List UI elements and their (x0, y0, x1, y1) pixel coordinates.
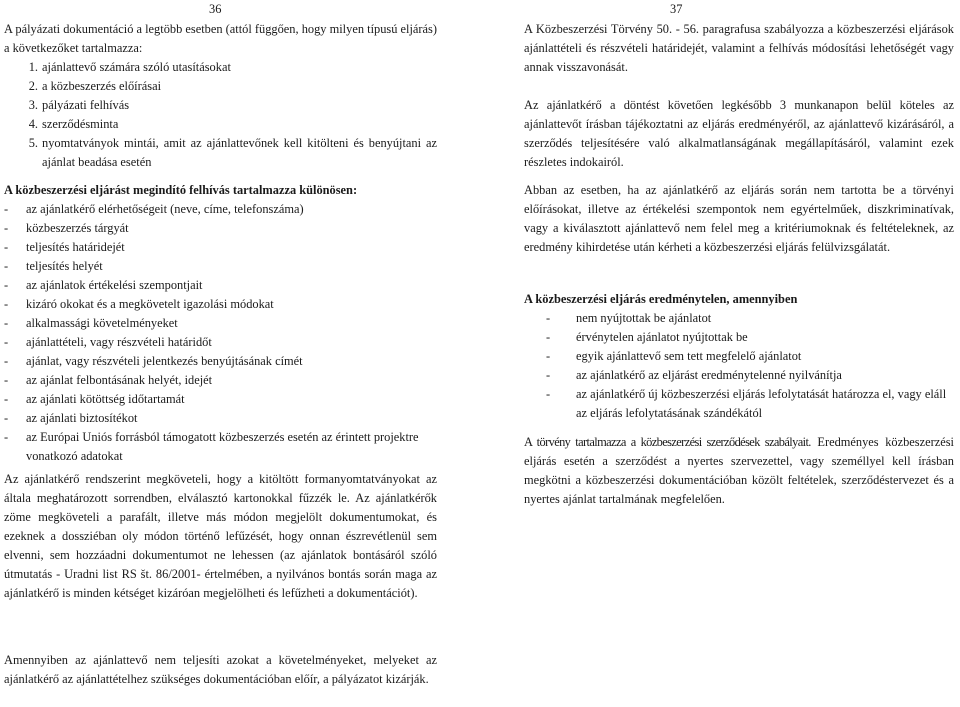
list-item-text: az ajánlat felbontásának helyét, idejét (26, 373, 213, 387)
dash-bullet: - (4, 316, 9, 330)
dash-list-item (4, 409, 437, 428)
dash-bullet: - (546, 368, 551, 382)
list-item-text: kizáró okokat és a megkövetelt igazolási módokat (26, 297, 274, 311)
dash-bullet: - (4, 373, 9, 387)
paragraph-2: Amennyiben az ajánlattevő nem teljesíti azokat a követelményeket, melyeket az ajánlatkérő az ajánlattételhez szükséges dokumentációban előír, a pályázatot kizárják. (4, 653, 437, 686)
right-paragraph-1: A Közbeszerzési Törvény 50. - 56. paragrafusa szabályozza a közbeszerzési eljárások ajánlattételi és részvételi határidejét, valamint a felhívás módosítási lehetőségét vagy annak visszavonását. (524, 22, 954, 74)
dash-list-item (4, 333, 437, 352)
list-item-text: egyik ajánlattevő sem tett megfelelő ajánlatot (576, 349, 802, 363)
list-number: 3. (28, 98, 38, 112)
dash-list-item (4, 371, 437, 390)
right-paragraph-4-rest: Eredményes közbeszerzési eljárás esetén a szerződést a nyertes szervezettel, vagy személlyel kell írásban megkötni a közbeszerzési dokumentációban közölt feltételek, szerződéstervezet és a nyertes ajánlat tartalmának megfelelően. (524, 435, 954, 506)
numbered-list-item (4, 115, 437, 134)
list-item-text: közbeszerzés tárgyát (26, 221, 129, 235)
list-number: 4. (28, 117, 38, 131)
dash-bullet: - (4, 202, 9, 216)
right-paragraph-2: Az ajánlatkérő a döntést követően legkésőbb 3 munkanapon belül köteles az ajánlattevőt írásban tájékoztatni az eljárás eredményéről, az ajánlattevő kizárásáról, a szerződés teljesítésére való alkalmatlanságának megállapításáról, valamint ezek részletes indokairól. (524, 98, 954, 169)
list-item-text: az ajánlatok értékelési szempontjait (26, 278, 203, 292)
list-item-text: ajánlat, vagy részvételi jelentkezés benyújtásának címét (26, 354, 303, 368)
list-item-text: pályázati felhívás (42, 98, 130, 112)
dash-list-item (4, 276, 437, 295)
dash-bullet: - (4, 392, 9, 406)
dash-list-item (4, 257, 437, 276)
dash-list-item (4, 238, 437, 257)
section-heading-right: A közbeszerzési eljárás eredménytelen, amennyiben (524, 292, 798, 306)
dash-bullet: - (4, 221, 9, 235)
list-item-text: érvénytelen ajánlatot nyújtottak be (576, 330, 748, 344)
numbered-list-item (4, 77, 437, 96)
dash-list-item (4, 200, 437, 219)
list-item-text: a közbeszerzés előírásai (42, 79, 162, 93)
dash-bullet: - (4, 297, 9, 311)
dash-bullet: - (4, 411, 9, 425)
numbered-list-item (4, 96, 437, 115)
right-paragraph-4-first-sentence: A törvény tartalmazza a közbeszerzési szerződések szabályait. (524, 435, 811, 449)
dash-bullet: - (4, 354, 9, 368)
list-item-text: az ajánlati kötöttség időtartamát (26, 392, 185, 406)
dash-bullet: - (546, 387, 551, 401)
list-item-text: az ajánlatkérő az eljárást eredménytelenné nyilvánítja (576, 368, 842, 382)
list-item-text: nyomtatványok mintái, amit az ajánlattevőnek kell kitölteni és benyújtani az ajánlat beadása esetén (42, 136, 437, 169)
dash-bullet: - (4, 430, 9, 444)
section-heading-left: A közbeszerzési eljárást megindító felhívás tartalmazza különösen: (4, 183, 358, 197)
dash-list-item (524, 309, 954, 328)
list-item-text: az ajánlati biztosítékot (26, 411, 138, 425)
dash-list-item (4, 390, 437, 409)
dash-list-item (4, 219, 437, 238)
list-item-text: az ajánlatkérő új közbeszerzési eljárás lefolytatását határozza el, vagy eláll az eljárás lefolytatásának szándékától (576, 387, 947, 420)
dash-bullet: - (546, 311, 551, 325)
list-item-text: ajánlattételi, vagy részvételi határidőt (26, 335, 212, 349)
right-paragraph-4 (524, 433, 954, 509)
list-item-text: teljesítés helyét (26, 259, 103, 273)
list-item-text: ajánlattevő számára szóló utasításokat (42, 60, 231, 74)
dash-list-item (4, 352, 437, 371)
list-number: 1. (28, 60, 38, 74)
dash-list-item (4, 428, 437, 466)
dash-list-item (524, 366, 954, 385)
dash-list-item (4, 295, 437, 314)
right-paragraph-3: Abban az esetben, ha az ajánlatkérő az eljárás során nem tartotta be a törvényi előírásokat, illetve az értékelési szempontok nem egyértelműek, diszkriminatívak, vagy a kiválasztott ajánlattevő nem felel meg a kritériumoknak és feltételeknek, az eredmény kihirdetése után kérheti a közbeszerzési eljárás felülvizsgálatát. (524, 183, 954, 254)
dash-list-item (524, 328, 954, 347)
dash-list-left (4, 200, 437, 466)
paragraph-1: Az ajánlatkérő rendszerint megköveteli, hogy a kitöltött formanyomtatványokat az általa meghatározott sorrendben, elválasztó kartonokkal fűzzék le. Az ajánlatkérők zöme megköveteli a parafált, illetve más módon megjelölt dokumentumokat, és ezeknek a dossziéban oly módon történő lefűzését, hogy onnan észrevétlenül sem elvenni, sem hozzáadni dokumentumot ne lehessen (az ajánlatok bontásáról szóló útmutatás - Uradni list RS št. 86/2001- értelmében, a nyilvános bontás során maga az ajánlatkérő is minden kétséget kizáróan megjelölheti és lefűzheti a dokumentációt). (4, 472, 437, 600)
dash-list-item (4, 314, 437, 333)
dash-bullet: - (4, 259, 9, 273)
numbered-list (4, 58, 437, 172)
list-number: 5. (28, 136, 38, 150)
dash-list-right (524, 309, 954, 423)
list-item-text: szerződésminta (42, 117, 119, 131)
list-item-text: az ajánlatkérő elérhetőségeit (neve, címe, telefonszáma) (26, 202, 304, 216)
list-number: 2. (28, 79, 38, 93)
intro-paragraph: A pályázati dokumentáció a legtöbb esetben (attól függően, hogy milyen típusú eljárás) a következőket tartalmazza: (4, 22, 437, 55)
dash-bullet: - (4, 240, 9, 254)
numbered-list-item (4, 58, 437, 77)
list-item-text: alkalmassági követelményeket (26, 316, 178, 330)
numbered-list-item (4, 134, 437, 172)
page-number-right: 37 (670, 2, 683, 16)
list-item-text: teljesítés határidejét (26, 240, 125, 254)
dash-list-item (524, 347, 954, 366)
dash-bullet: - (4, 278, 9, 292)
list-item-text: az Európai Uniós forrásból támogatott közbeszerzés esetén az érintett projektre vonatkozó adatokat (26, 430, 419, 463)
dash-bullet: - (546, 330, 551, 344)
dash-bullet: - (4, 335, 9, 349)
page-number-left: 36 (209, 2, 222, 16)
dash-bullet: - (546, 349, 551, 363)
dash-list-item (524, 385, 954, 423)
list-item-text: nem nyújtottak be ajánlatot (576, 311, 712, 325)
